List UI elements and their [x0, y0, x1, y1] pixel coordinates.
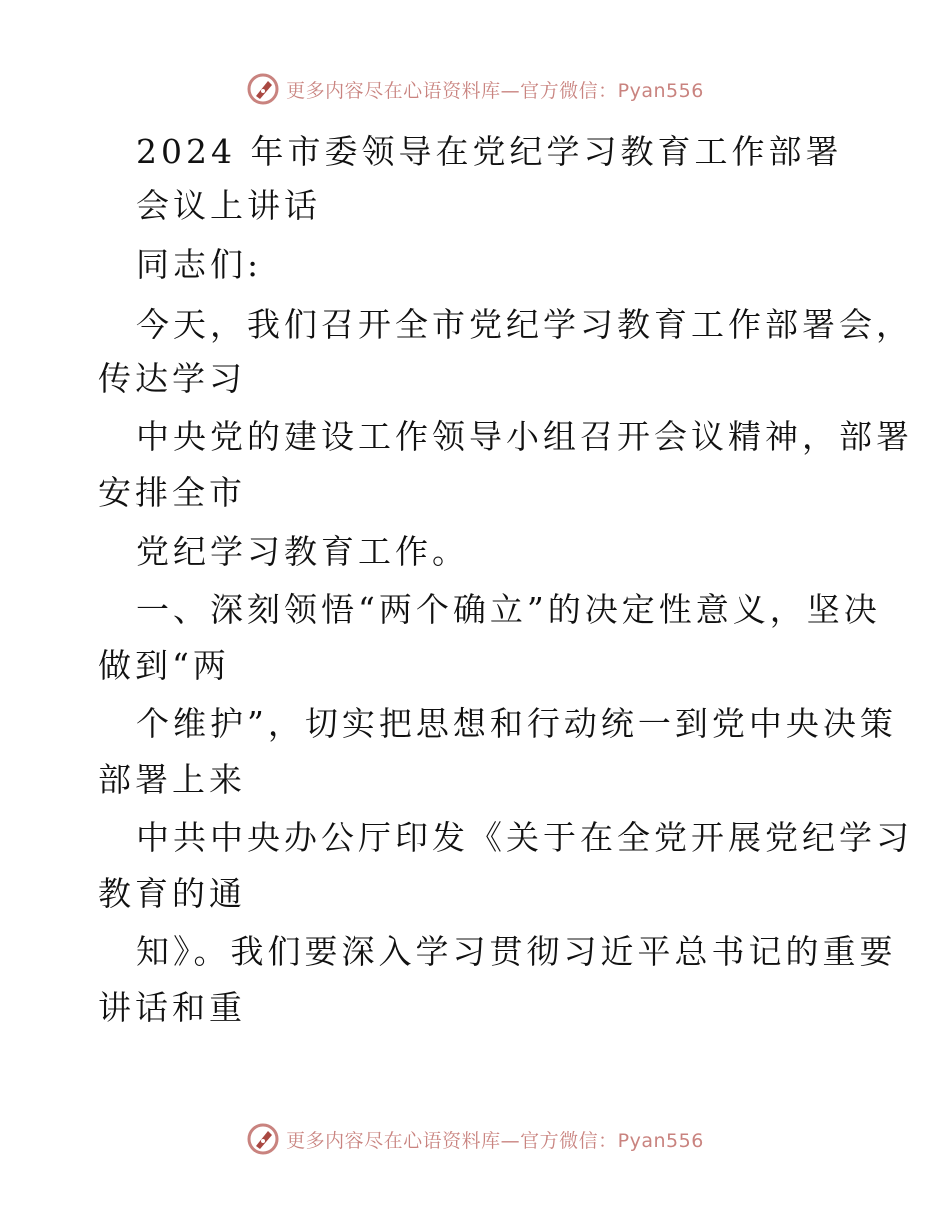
watermark-text: 更多内容尽在心语资料库—官方微信：Pyan556 [286, 79, 704, 102]
doc-line: 一、深刻领悟“两个确立”的决定性意义，坚决 [136, 590, 881, 629]
pen-nib-circle-icon [246, 1122, 280, 1156]
doc-line: 中央党的建设工作领导小组召开会议精神，部署 [136, 417, 913, 456]
doc-line: 2024 年市委领导在党纪学习教育工作部署 [136, 132, 843, 171]
header-watermark [0, 72, 950, 106]
doc-line: 个维护”，切实把思想和行动统一到党中央决策 [136, 704, 897, 743]
doc-line: 知》。我们要深入学习贯彻习近平总书记的重要 [136, 932, 897, 971]
pen-nib-circle-icon [246, 72, 280, 106]
doc-line: 今天，我们召开全市党纪学习教育工作部署会， [136, 305, 913, 344]
doc-line: 同志们: [136, 245, 263, 284]
doc-line: 部署上来 [98, 760, 246, 799]
doc-line: 党纪学习教育工作。 [136, 532, 469, 571]
doc-line: 做到“两 [98, 646, 230, 685]
doc-line: 讲话和重 [98, 988, 246, 1027]
doc-line: 会议上讲话 [136, 186, 321, 225]
doc-line: 传达学习 [98, 359, 246, 398]
doc-line: 安排全市 [98, 473, 246, 512]
footer-watermark [0, 1122, 950, 1156]
watermark-text: 更多内容尽在心语资料库—官方微信：Pyan556 [286, 1129, 704, 1152]
doc-line: 中共中央办公厅印发《关于在全党开展党纪学习 [136, 818, 913, 857]
doc-line: 教育的通 [98, 874, 246, 913]
